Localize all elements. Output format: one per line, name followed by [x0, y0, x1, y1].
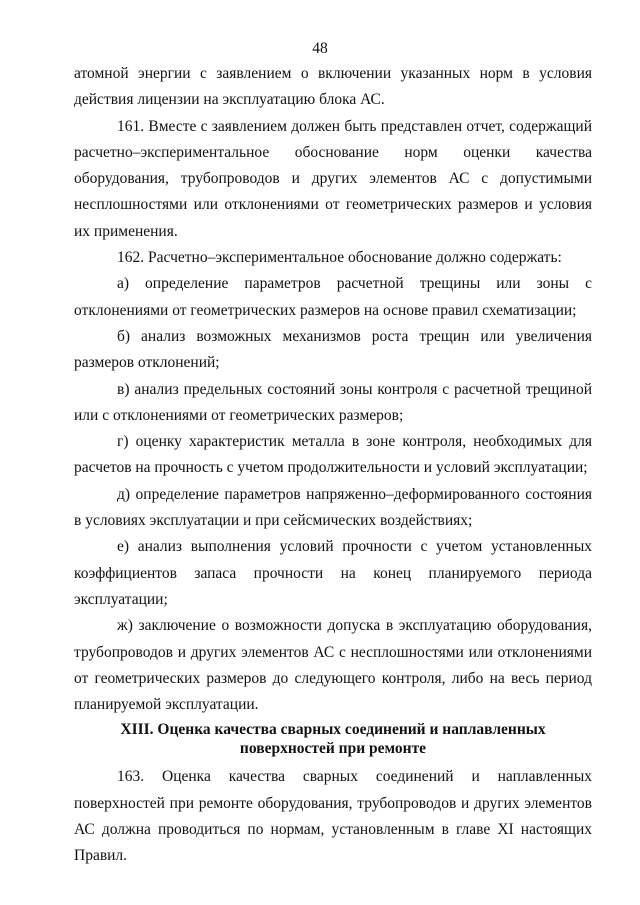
list-item-zh: ж) заключение о возможности допуска в эксплуатацию оборудования, трубопроводов и других элементов АС с несплошностями или отклонениями от геометрических размеров до следующего контроля, либо на весь период планируемой эксплуатации. [74, 617, 592, 714]
list-item-g: г) оценку характеристик металла в зоне контроля, необходимых для расчетов на прочность с учетом продолжительности и условий эксплуатации; [74, 433, 592, 477]
section-heading-line-2: поверхностей при ремонте [239, 740, 427, 758]
list-item-v: в) анализ предельных состояний зоны контроля с расчетной трещиной или с отклонениями от геометрических размеров; [74, 380, 592, 424]
list-item-a: а) определение параметров расчетной трещины или зоны с отклонениями от геометрических размеров на основе правил схематизации; [74, 275, 592, 319]
section-heading-line-1: XIII. Оценка качества сварных соединений и наплавленных [120, 721, 546, 739]
paragraph-161: 161. Вместе с заявлением должен быть представлен отчет, содержащий расчетно–экспериментальное обоснование норм оценки качества оборудования, трубопроводов и других элементов АС с допустимыми несплошностями или отклонениями от геометрических размеров и условия их применения. [74, 117, 592, 240]
list-item-e: е) анализ выполнения условий прочности с учетом установленных коэффициентов запаса прочности на конец планируемого периода эксплуатации; [74, 538, 592, 608]
page-number: 48 [312, 40, 328, 57]
document-body [74, 61, 592, 870]
paragraph-continuation: атомной энергии с заявлением о включении указанных норм в условия действия лицензии на эксплуатацию блока АС. [74, 65, 592, 109]
section-heading [74, 720, 592, 758]
list-item-d: д) определение параметров напряженно–деформированного состояния в условиях эксплуатации и при сейсмических воздействиях; [74, 485, 592, 530]
paragraph-163: 163. Оценка качества сварных соединений и наплавленных поверхностей при ремонте оборудования, трубопроводов и других элементов АС должна проводиться по нормам, установленным в главе XI настоящих Правил. [74, 768, 592, 865]
paragraph-162: 162. Расчетно–экспериментальное обоснование должно содержать: [117, 249, 562, 267]
list-item-b: б) анализ возможных механизмов роста трещин или увеличения размеров отклонений; [74, 327, 592, 372]
